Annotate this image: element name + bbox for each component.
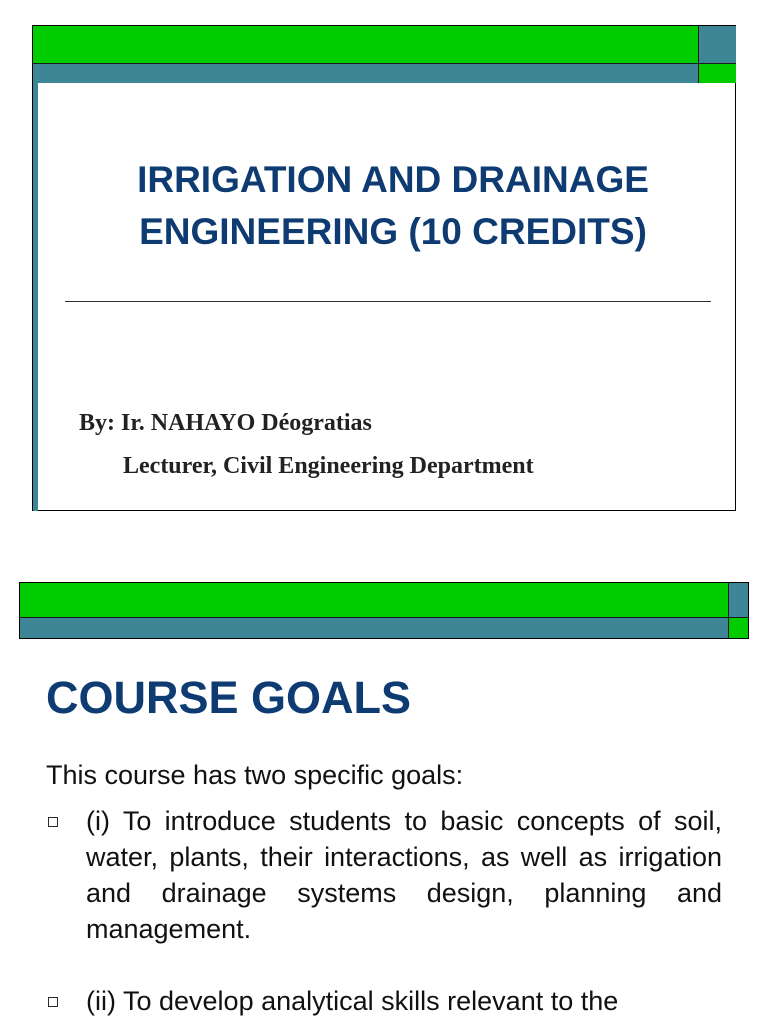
header-teal-bar [20,618,729,638]
goals-list [46,803,722,1024]
goal-text: (ii) To develop analytical skills relevant to the [86,986,619,1016]
author-line: By: Ir. NAHAYO Déogratias [79,410,372,436]
author-role: Lecturer, Civil Engineering Department [123,453,534,479]
course-goals-intro: This course has two specific goals: [46,760,464,790]
list-item [46,803,722,947]
header-corner-green-square [699,64,736,83]
square-bullet-icon [48,997,58,1007]
header-teal-bar [33,64,699,83]
course-goals-heading: COURSE GOALS [46,672,412,723]
header-corner-teal-square [729,583,748,618]
slide-title [73,154,713,258]
content-slide-header [19,582,749,639]
header-green-bar [20,583,729,618]
header-corner-green-square [729,618,748,638]
square-bullet-icon [48,817,58,827]
title-divider [65,301,711,302]
title-slide [32,25,736,511]
list-item [46,983,722,1019]
header-corner-teal-square [699,26,736,64]
left-accent-bar [33,83,38,511]
header-green-bar [33,26,699,64]
slide-title-line-1: IRRIGATION AND DRAINAGE [137,159,649,200]
goal-text: (i) To introduce students to basic concepts of soil, water, plants, their interactions, as well as irrigation and drainage systems design, planning and management. [86,806,722,944]
slide-title-line-2: ENGINEERING (10 CREDITS) [139,211,647,252]
